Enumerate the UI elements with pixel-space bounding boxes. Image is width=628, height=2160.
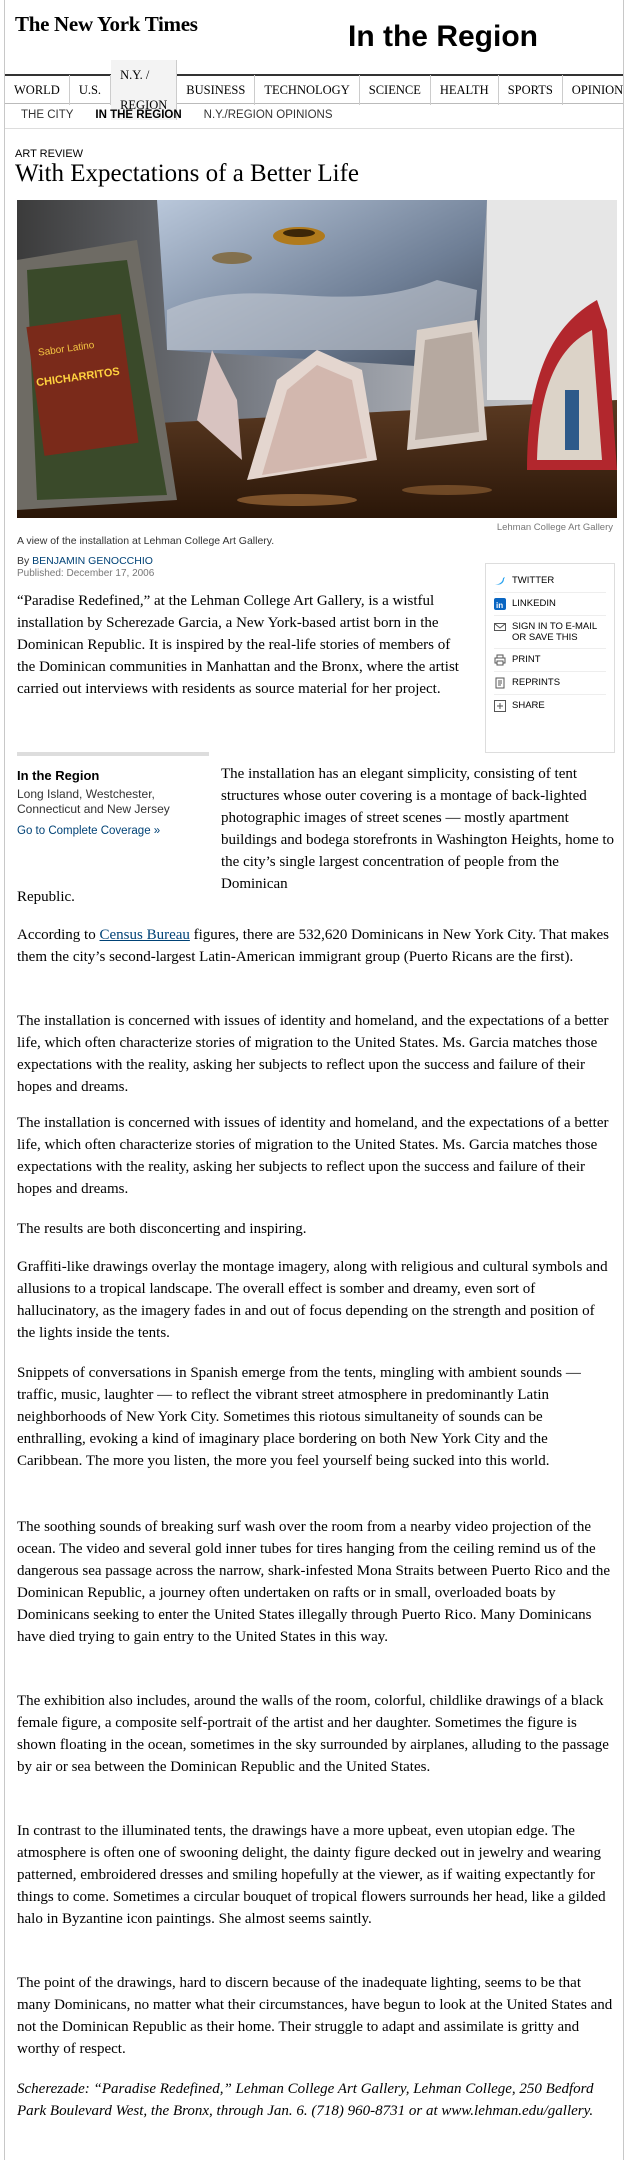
paragraph-text: In contrast to the illuminated tents, the drawings have a more upbeat, even utopian edge. The atmosphere is often one of swooning delight, the dainty figure decked out in jewelry and wearing patterned, embroidered dresses and smiling hopefully at the viewer, as if waiting expectantly for things to come. Sometimes a circular bouquet of tropical flowers surrounds her head, like a gilded halo in Byzantine icon paintings. She almost seems saintly. [17,1823,606,1927]
sign-text-main: CHICHARRITOS [35,365,121,390]
reprints-button[interactable] [494,672,606,695]
paragraph-text: figures, there are 532,620 Dominicans in New York City. That makes them the city’s second-largest Latin-American immigrant group (Puerto Ricans are the first). [17,927,609,965]
photo-caption: A view of the installation at Lehman College Art Gallery. [17,535,275,547]
paragraph-text: Republic. [17,889,75,905]
email-save-button[interactable] [494,616,606,649]
nav-health[interactable]: HEALTH [431,75,499,105]
paragraph-9 [17,1516,615,1648]
paragraph-text: The exhibition also includes, around the walls of the room, colorful, childlike drawings of a black female figure, a composite self-portrait of the artist and her daughter. Sometimes the figure is shown floating in the ocean, sometimes in the sky surrounded by airplanes, alluding to the passage by air or sea between the Dominican Republic and the United States. [17,1693,609,1775]
related-subtitle: Long Island, Westchester, Connecticut and New Jersey [17,787,170,816]
exhibition-info [17,2078,615,2122]
published-date: Published: December 17, 2006 [17,568,155,579]
paragraph-3 [17,924,615,968]
printer-icon [494,654,506,666]
paragraph-text: The point of the drawings, hard to discern because of the inadequate lighting, seems to be that many Dominicans, no matter what their circumstances, have begun to look at the United States and not the Dominican Republic as their home. Their struggle to adapt and assimilate is gritty and worthy of respect. [17,1975,613,2057]
paragraph-text: Scherezade: “Paradise Redefined,” Lehman College Art Gallery, Lehman College, 250 Bedford Park Boulevard West, the Bronx, through Jan. 6. (718) 960-8731 or at www.lehman.edu/gallery. [17,2081,594,2119]
paragraph-5 [17,1112,615,1200]
nav-us[interactable]: U.S. [70,75,111,105]
related-coverage-box [17,752,209,837]
paragraph-7 [17,1256,615,1344]
article-tools [485,563,615,753]
section-title: In the Region [348,20,538,53]
nav-science[interactable]: SCIENCE [360,75,431,105]
paragraph-1 [17,590,472,700]
subnav-in-the-region[interactable]: IN THE REGION [95,109,182,121]
kicker: ART REVIEW [15,148,84,160]
related-title: In the Region [17,768,100,783]
tool-label: TWITTER [512,575,555,586]
paragraph-6 [17,1218,615,1240]
byline-prefix: By [17,555,33,567]
document-icon [494,677,506,689]
complete-coverage-link[interactable]: Go to Complete Coverage » [17,825,161,837]
subnav-opinions[interactable]: N.Y./REGION OPINIONS [203,109,333,121]
main-nav [5,67,624,112]
tool-label: SIGN IN TO E-MAIL OR SAVE THIS [512,621,597,643]
article-photo[interactable] [17,200,617,518]
tool-label: PRINT [512,654,541,665]
headline: With Expectations of a Better Life [15,160,360,187]
paragraph-text: The installation is concerned with issues of identity and homeland, and the expectations of a better life, which often characterize stories of migration to the United States. Ms. Garcia matches those expectations with the reality, asking her subjects to reflect upon the success and failure of their hopes and dreams. [17,1013,609,1095]
sign-text-top: Sabor Latino [37,339,96,359]
sub-nav [21,109,333,121]
page-frame [4,0,624,2160]
tool-label: SHARE [512,700,545,711]
tool-label: REPRINTS [512,677,561,688]
linkedin-icon [494,598,506,610]
installation-image [17,200,617,518]
paragraph-11 [17,1820,615,1930]
twitter-icon [494,575,506,587]
paragraph-text: The installation has an elegant simplicity, consisting of tent structures whose outer covering is a montage of back-lighted photographic images of street scenes — mostly apartment buildings and bodega storefronts in Washington Heights, home to the city’s single largest concentration of people from the Dominican [221,766,615,892]
share-button[interactable] [494,695,606,717]
subnav-the-city[interactable]: THE CITY [21,109,74,121]
paragraph-10 [17,1690,615,1778]
paragraph-text: Graffiti-like drawings overlay the montage imagery, along with religious and cultural symbols and allusions to a tropical landscape. The overall effect is somber and dreamy, even sort of hallucinatory, as the imagery fades in and out of focus depending on the strength and position of the lights inside the tents. [17,1259,608,1341]
nyt-logo[interactable]: The New York Times [15,12,198,36]
paragraph-text: Snippets of conversations in Spanish emerge from the tents, mingling with ambient sounds — traffic, music, laughter — to reflect the vibrant street atmosphere in predominantly Latin neighborhoods of New York City. Sometimes this riotous simultaneity of sounds can be enthralling, evoking a kind of imaginary place bordering on both New York City and the Caribbean. The more you listen, the more you feel yourself being sucked into this world. [17,1365,581,1469]
nav-world[interactable]: WORLD [5,75,70,105]
envelope-icon [494,621,506,633]
paragraph-4 [17,1010,615,1098]
author-link[interactable]: BENJAMIN GENOCCHIO [32,555,153,567]
svg-text:in: in [496,601,504,610]
divider [5,128,623,129]
paragraph-text: The soothing sounds of breaking surf wash over the room from a nearby video projection of the ocean. The video and several gold inner tubes for tires hanging from the ceiling remind us of the dangerous sea passage across the narrow, shark-infested Mona Straits between Puerto Rico and the Dominican Republic, a journey often undertaken on rafts or in small, overloaded boats by Dominicans seeking to enter the United States illegally through Puerto Rico. Many Dominicans have died trying to gain entry to the United States in this way. [17,1519,611,1645]
linkedin-button[interactable] [494,593,606,616]
print-button[interactable] [494,649,606,672]
photo-credit: Lehman College Art Gallery [496,522,613,533]
nav-technology[interactable]: TECHNOLOGY [255,75,359,105]
twitter-button[interactable] [494,570,606,593]
paragraph-12 [17,1972,615,2060]
nav-sports[interactable]: SPORTS [499,75,563,105]
nav-ny-region[interactable]: N.Y. / REGION [111,60,177,120]
paragraph-text: The results are both disconcerting and inspiring. [17,1221,307,1237]
census-bureau-link[interactable]: Census Bureau [99,927,190,943]
paragraph-8 [17,1362,615,1472]
tool-label: LINKEDIN [512,598,556,609]
nav-business[interactable]: BUSINESS [177,75,255,105]
plus-icon [494,700,506,712]
paragraph-text: The installation is concerned with issues of identity and homeland, and the expectations of a better life, which often characterize stories of migration to the United States. Ms. Garcia matches those expectations with the reality, asking her subjects to reflect upon the success and failure of their hopes and dreams. [17,1115,609,1197]
paragraph-2-end [17,886,615,908]
nav-opinion[interactable]: OPINION [571,82,624,97]
paragraph-text: According to [17,927,100,943]
paragraph-text: “Paradise Redefined,” at the Lehman College Art Gallery, is a wistful installation by Scherezade Garcia, a New York-based artist born in the Dominican Republic. It is inspired by the real-life stories of members of the Dominican communities in Manhattan and the Bronx, where the artist carried out interviews with residents as source material for her project. [17,593,459,697]
byline [17,555,153,567]
